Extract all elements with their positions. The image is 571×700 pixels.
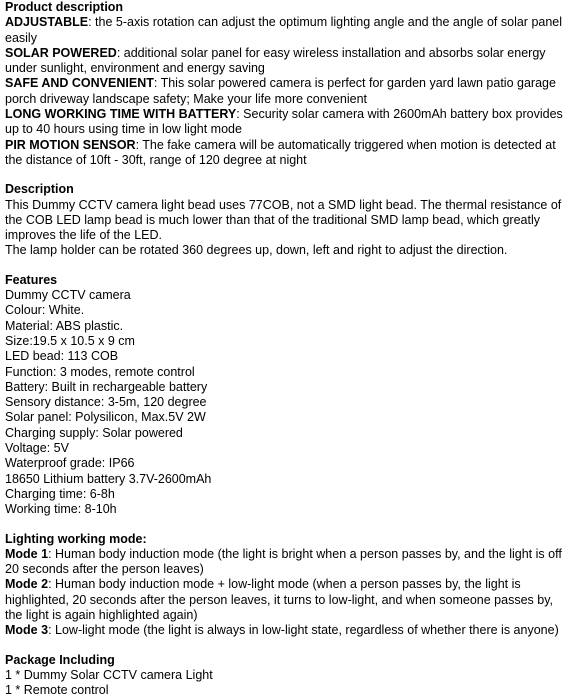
spec-line: Charging time: 6-8h [5, 486, 115, 501]
feature-safe-convenient [5, 76, 567, 107]
mode-text: : Human body induction mode + low-light mode (when a person passes by, the light is highlighted, 20 seconds after the person leaves, it turns to low-light, and when someone passes by, the light is again highlighted again) [5, 577, 554, 622]
spec-line: Solar panel: Polysilicon, Max.5V 2W [5, 410, 206, 425]
feature-solar-powered [5, 46, 567, 77]
mode-2 [5, 577, 567, 623]
package-heading: Package Including [5, 652, 115, 667]
feature-label: SOLAR POWERED [5, 45, 117, 60]
feature-text: : the 5-axis rotation can adjust the optimum lighting angle and the angle of solar panel easily [5, 15, 563, 45]
mode-label: Mode 3 [5, 623, 49, 638]
spec-line: Function: 3 modes, remote control [5, 364, 195, 379]
mode-text: : Human body induction mode (the light is bright when a person passes by, and the light is off 20 seconds after the person leaves) [5, 546, 562, 577]
product-description-section [5, 0, 567, 168]
spec-line: Charging supply: Solar powered [5, 425, 183, 440]
description-paragraph: The lamp holder can be rotated 360 degrees up, down, left and right to adjust the direction. [5, 243, 508, 258]
description-section [5, 182, 567, 258]
spec-line: Working time: 8-10h [5, 502, 117, 517]
spec-line: Colour: White. [5, 303, 85, 318]
feature-label: PIR MOTION SENSOR [5, 137, 136, 152]
features-heading: Features [5, 272, 58, 287]
mode-text: : Low-light mode (the light is always in low-light state, regardless of whether there is anyone) [48, 623, 559, 638]
lighting-mode-heading: Lighting working mode: [5, 531, 147, 546]
spec-line: Size:19.5 x 10.5 x 9 cm [5, 333, 135, 348]
package-section [5, 653, 567, 699]
feature-long-working-time [5, 107, 567, 138]
spec-line: Voltage: 5V [5, 441, 69, 456]
spec-line: Material: ABS plastic. [5, 318, 124, 333]
product-description-heading: Product description [5, 0, 124, 14]
feature-adjustable [5, 15, 567, 46]
spec-line: LED bead: 113 COB [5, 349, 119, 364]
spec-line: Sensory distance: 3-5m, 120 degree [5, 395, 207, 410]
feature-text: : The fake camera will be automatically triggered when motion is detected at the distance of 10ft - 30ft, range of 120 degree at night [5, 137, 556, 167]
spec-line: Waterproof grade: IP66 [5, 456, 135, 471]
mode-3 [5, 623, 567, 638]
spec-line: Battery: Built in rechargeable battery [5, 379, 208, 394]
mode-1 [5, 547, 567, 578]
feature-label: ADJUSTABLE [5, 15, 89, 30]
spec-line: 18650 Lithium battery 3.7V-2600mAh [5, 471, 212, 486]
package-item: 1 * Dummy Solar CCTV camera Light [5, 667, 213, 682]
lighting-mode-section [5, 532, 567, 639]
feature-label: LONG WORKING TIME WITH BATTERY [5, 107, 237, 122]
feature-label: SAFE AND CONVENIENT [5, 76, 154, 91]
description-paragraph: This Dummy CCTV camera light bead uses 77COB, not a SMD light bead. The thermal resistance of the COB LED lamp bead is much lower than that of the traditional SMD lamp bead, which greatly improves the life of the LED. [5, 197, 562, 243]
feature-text: : This solar powered camera is perfect for garden yard lawn patio garage porch driveway landscape safety; Make your life more convenient [5, 76, 556, 106]
package-item: 1 * Remote control [5, 683, 109, 698]
feature-pir-sensor [5, 138, 567, 169]
features-section [5, 273, 567, 518]
mode-label: Mode 1 [5, 546, 49, 561]
feature-text: : Security solar camera with 2600mAh battery box provides up to 40 hours using time in low light mode [5, 107, 563, 137]
description-heading: Description [5, 182, 74, 197]
feature-text: : additional solar panel for easy wireless installation and absorbs solar energy under sunlight, environment and energy saving [5, 45, 546, 76]
mode-label: Mode 2 [5, 577, 49, 592]
spec-line: Dummy CCTV camera [5, 288, 131, 303]
